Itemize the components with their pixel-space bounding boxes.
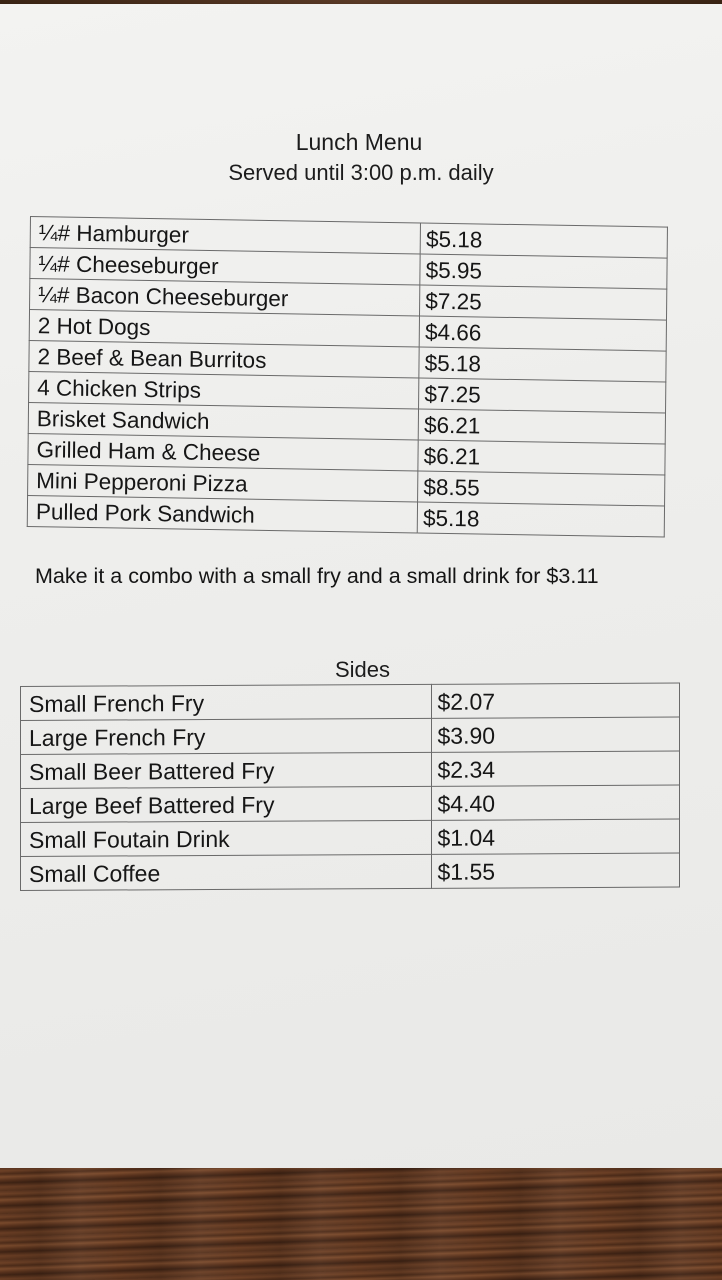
menu-subtitle: Served until 3:00 p.m. daily <box>228 160 494 185</box>
lunch-menu-table <box>27 216 668 538</box>
menu-item-price: $6.21 <box>418 409 665 444</box>
side-item-name: Small Coffee <box>21 854 432 890</box>
menu-item-price: $5.18 <box>417 502 664 537</box>
side-item-price: $2.07 <box>432 683 680 718</box>
side-item-name: Large French Fry <box>21 718 432 754</box>
table-row <box>21 683 680 720</box>
menu-title: Lunch Menu <box>295 129 423 155</box>
menu-item-price: $4.66 <box>419 316 666 351</box>
menu-item-name: ¼# Cheeseburger <box>30 248 421 285</box>
menu-item-price: $7.25 <box>420 285 667 320</box>
table-row <box>21 785 680 822</box>
side-item-name: Small French Fry <box>21 684 432 720</box>
menu-item-price: $5.18 <box>419 347 666 382</box>
menu-item-name: 2 Hot Dogs <box>29 309 420 346</box>
table-row <box>21 717 680 754</box>
side-item-price: $4.40 <box>432 785 680 820</box>
menu-item-name: Pulled Pork Sandwich <box>27 495 418 532</box>
combo-note: Make it a combo with a small fry and a small drink for $3.11 <box>35 564 599 588</box>
side-item-name: Large Beef Battered Fry <box>21 786 432 822</box>
menu-item-name: ¼# Hamburger <box>30 217 421 254</box>
sides-table <box>20 683 680 891</box>
menu-item-name: Brisket Sandwich <box>28 402 419 439</box>
menu-item-name: 2 Beef & Bean Burritos <box>29 340 420 377</box>
side-item-price: $1.55 <box>432 853 680 888</box>
menu-item-name: 4 Chicken Strips <box>29 371 420 408</box>
menu-item-price: $5.18 <box>420 223 667 258</box>
menu-item-price: $5.95 <box>420 254 667 289</box>
side-item-name: Small Beer Battered Fry <box>21 752 432 788</box>
table-row <box>21 819 680 856</box>
menu-item-name: Mini Pepperoni Pizza <box>28 464 419 501</box>
wooden-table-surface <box>0 1168 722 1280</box>
table-row <box>21 751 680 788</box>
menu-item-name: Grilled Ham & Cheese <box>28 433 419 470</box>
menu-item-name: ¼# Bacon Cheeseburger <box>30 279 421 316</box>
side-item-price: $3.90 <box>432 717 680 752</box>
side-item-price: $2.34 <box>432 751 680 786</box>
table-row <box>21 853 680 890</box>
sides-heading: Sides <box>335 657 391 682</box>
side-item-price: $1.04 <box>432 819 680 854</box>
menu-item-price: $8.55 <box>418 471 665 506</box>
side-item-name: Small Foutain Drink <box>21 820 432 856</box>
menu-item-price: $7.25 <box>419 378 666 413</box>
menu-item-price: $6.21 <box>418 440 665 475</box>
